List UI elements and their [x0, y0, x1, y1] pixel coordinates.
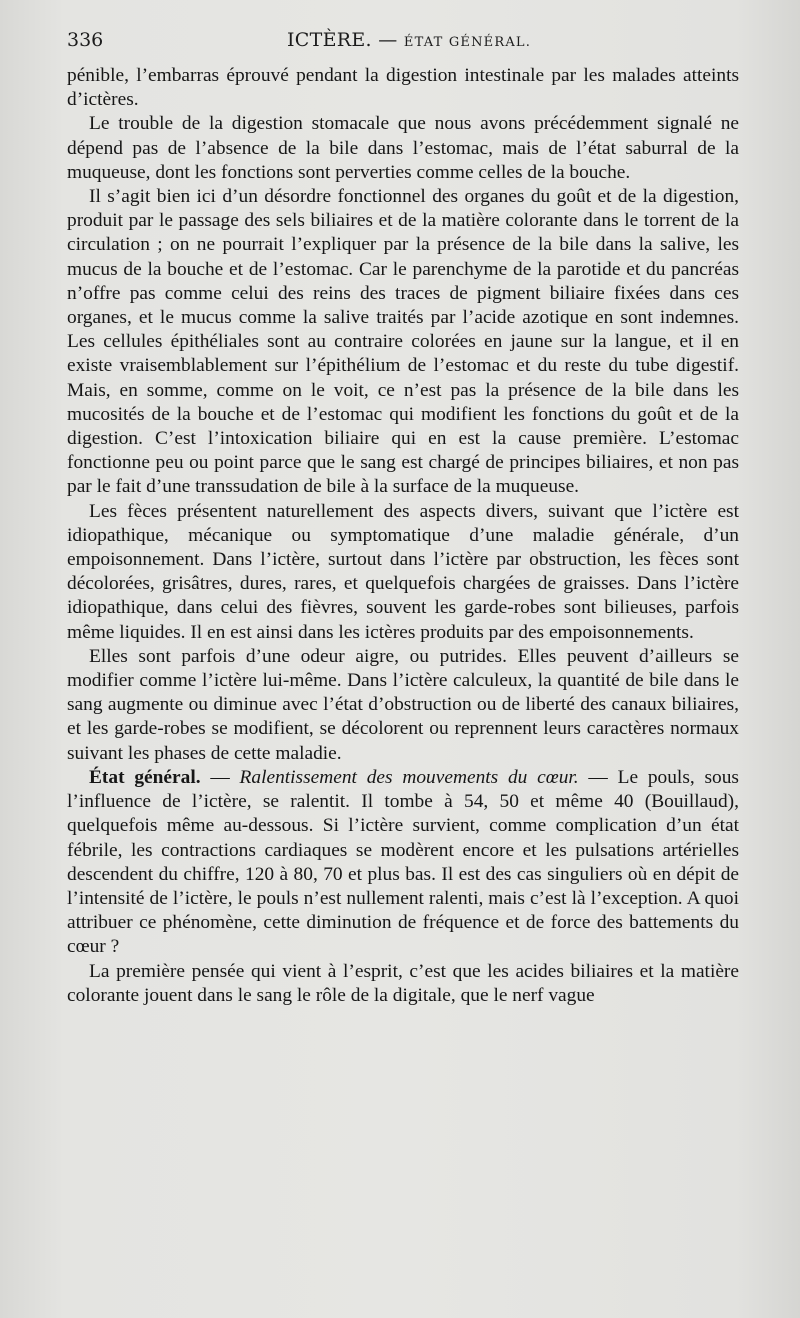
section-text: Le pouls, sous l’influence de l’ictère, se ralentit. Il tombe à 54, 50 et même 40 (Bouillaud), quelquefois même au-dessous. Si l’ictère survient, comme complication d’un état fébrile, les contractions cardiaques se modèrent encore et les pulsations artérielles descendent du chiffre, 120 à 80, 70 et plus bas. Il est des cas singuliers où en dépit de l’intensité de l’ictère, le pouls n’est nullement ralenti, mais c’est là l’exception. A quoi attribuer ce phénomène, cette diminution de fréquence et de force des battements du cœur ?	[67, 766, 739, 958]
paragraph: Elles sont parfois d’une odeur aigre, ou putrides. Elles peuvent d’ailleurs se modifier comme l’ictère lui-même. Dans l’ictère calculeux, la quantité de bile dans le sang augmente ou diminue avec l’état d’obstruction ou de liberté des canaux biliaires, et les garde-robes se modifient, se décolorent ou reprennent leurs caractères normaux suivant les phases de cette maladie.	[67, 645, 739, 764]
paragraph: pénible, l’embarras éprouvé pendant la digestion intestinale par les malades atteints d’ictères.	[67, 65, 739, 111]
section-dash: —	[578, 766, 618, 788]
running-header	[67, 29, 739, 55]
section-subheading: Ralentissement des mouvements du cœur.	[239, 766, 579, 788]
body-text	[67, 64, 739, 1008]
section-heading: État général.	[89, 766, 201, 788]
paragraph: Les fèces présentent naturellement des aspects divers, suivant que l’ictère est idiopathique, mécanique ou symptomatique d’une maladie générale, d’un empoisonnement. Dans l’ictère, surtout dans l’ictère par obstruction, les fèces sont décolorées, grisâtres, dures, rares, et quelquefois chargées de graisses. Dans l’ictère idiopathique, dans celui des fièvres, souvent les garde-robes sont bilieuses, parfois même liquides. Il en est ainsi dans les ictères produits par des empoisonnements.	[67, 500, 739, 643]
section-paragraph	[67, 766, 739, 960]
running-title-sub: ÉTAT GÉNÉRAL.	[403, 35, 532, 50]
page-number: 336	[67, 29, 104, 51]
paragraph: Il s’agit bien ici d’un désordre fonctionnel des organes du goût et de la digestion, produit par le passage des sels biliaires et de la matière colorante dans le torrent de la circulation ; on ne pourrait l’expliquer par la présence de la bile dans la salive, les mucus de la bouche et de l’estomac. Car le parenchyme de la parotide et du pancréas n’offre pas comme celui des reins des traces de pigment biliaire fixées dans ces organes, et le mucus comme la salive traités par l’acide azotique en sont indemnes. Les cellules épithéliales sont au contraire colorées en jaune sur la langue, et il en existe vraisemblablement sur l’épithélium de l’estomac et du reste du tube digestif. Mais, en somme, comme on le voit, ce n’est pas la présence de la bile dans les mucosités de la bouche et de l’estomac qui modifient les fonctions du goût et de la digestion. C’est l’intoxication biliaire qui en est la cause première. L’estomac fonctionne peu ou point parce que le sang est chargé de principes biliaires, et non pas par le fait d’une transsudation de bile à la surface de la muqueuse.	[67, 186, 739, 498]
paragraph: La première pensée qui vient à l’esprit, c’est que les acides biliaires et la matière colorante jouent dans le sang le rôle de la digitale, que le nerf vague	[67, 960, 739, 1006]
section-dash: —	[200, 766, 240, 788]
running-title-separator: —	[371, 29, 404, 51]
running-title	[287, 29, 531, 51]
running-title-main: ICTÈRE.	[287, 29, 372, 51]
paragraph: Le trouble de la digestion stomacale que nous avons précédemment signalé ne dépend pas de l’absence de la bile dans l’estomac, mais de l’état saburral de la muqueuse, dont les fonctions sont perverties comme celles de la bouche.	[67, 113, 739, 183]
